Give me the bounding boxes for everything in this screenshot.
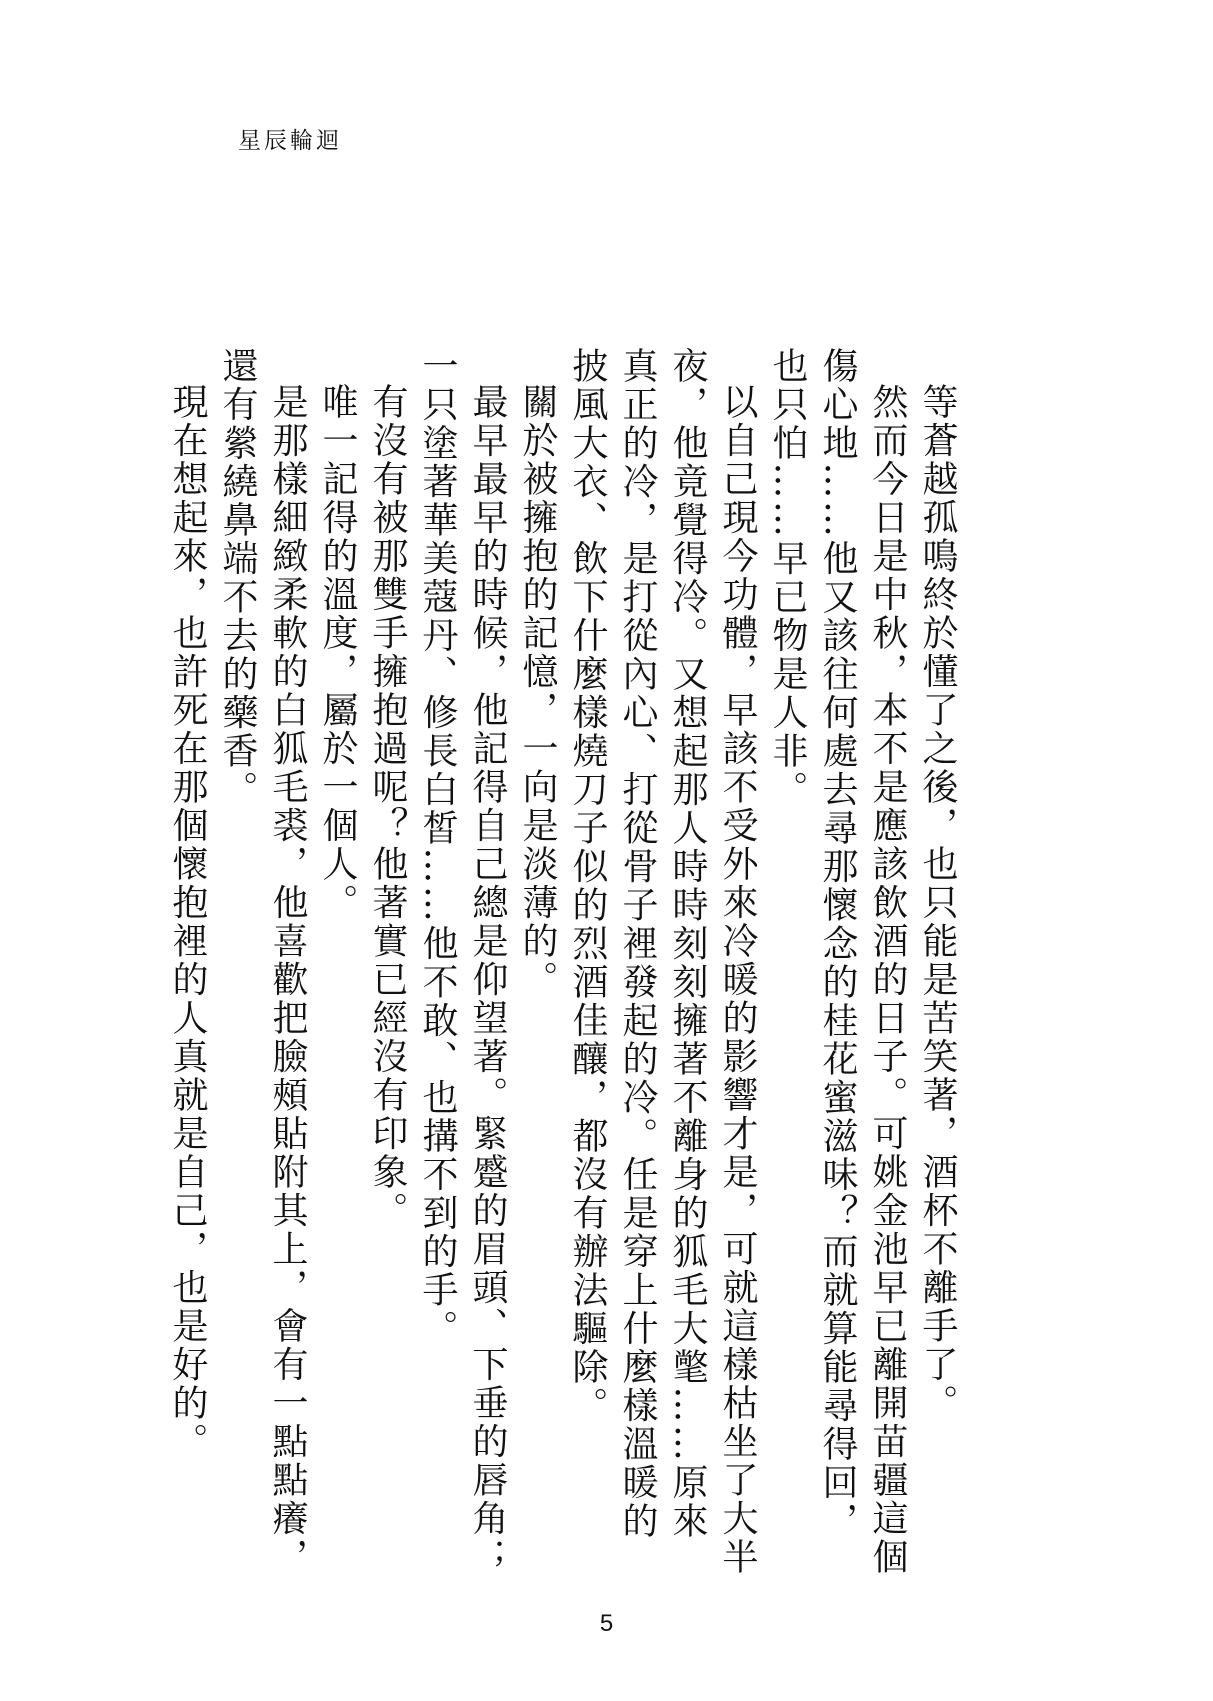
paragraph: 現在想起來，也許死在那個懷抱裡的人真就是自己，也是好的。 <box>167 383 208 1461</box>
paragraph: 最早最早的時候，他記得自己總是仰望著。緊蹙的眉頭、下垂的唇角；一只塗著華美蔻丹、修長白皙……他不敢、也搆不到的手。 <box>417 347 508 1577</box>
paragraph: 以自己現今功體，早該不受外來冷暖的影響才是，可就這樣枯坐了大半夜，他竟覺得冷。又想起那人時時刻刻擁著不離身的狐毛大氅……原來真正的冷，是打從內心、打從骨子裡發起的冷。任是穿上什麼樣溫暖的披風大衣、飲下什麼樣燒刀子似的烈酒佳釀，都沒有辦法驅除。 <box>567 347 758 1577</box>
paragraph: 關於被擁抱的記憶，一向是淡薄的。 <box>517 383 558 999</box>
running-header: 星辰輪迴 <box>238 128 342 154</box>
paragraph: 然而今日是中秋，本不是應該飲酒的日子。可姚金池早已離開苗疆這個傷心地……他又該往何處去尋那懷念的桂花蜜滋味？而就算能尋得回，也只怕……早已物是人非。 <box>767 347 908 1577</box>
page-number: 5 <box>599 1610 614 1637</box>
paragraph: 唯一記得的溫度，屬於一個人。 <box>317 383 358 922</box>
paragraph: 有沒有被那雙手擁抱過呢？他著實已經沒有印象。 <box>367 383 408 1230</box>
paragraph: 等蒼越孤鳴終於懂了之後，也只能是苦笑著，酒杯不離手了。 <box>917 383 958 1423</box>
paragraph: 是那樣細緻柔軟的白狐毛裘，他喜歡把臉頰貼附其上，會有一點點癢，還有縈繞鼻端不去的藥香。 <box>217 347 308 1577</box>
vertical-body-text <box>167 347 962 1577</box>
